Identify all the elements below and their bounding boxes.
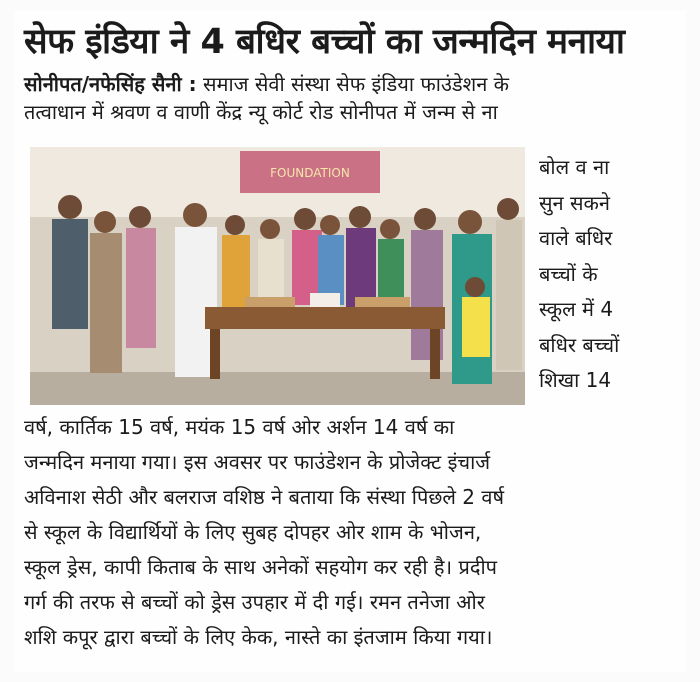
side-line: बच्चों के	[539, 261, 598, 286]
intro-paragraph	[24, 70, 676, 126]
side-line: वाले बधिर	[539, 226, 613, 250]
intro-line-1	[24, 70, 676, 98]
intro-text-1: समाज सेवी संस्था सेफ इंडिया फाउंडेशन के	[202, 72, 510, 96]
body-line: जन्मदिन मनाया गया। इस अवसर पर फाउंडेशन के प्रोजेक्ट इंचार्ज	[24, 450, 491, 474]
side-line: सुन सकने	[539, 190, 610, 215]
side-line: स्कूल में 4	[539, 297, 614, 321]
side-line: बोल व ना	[539, 155, 610, 179]
intro-line-2: तत्वाधान में श्रवण व वाणी केंद्र न्यू कोर्ट रोड सोनीपत में जन्म से ना	[24, 100, 498, 124]
banner-text: FOUNDATION	[270, 166, 350, 180]
body-line: शशि कपूर द्वारा बच्चों के लिए केक, नास्ते का इंतजाम किया गया।	[24, 625, 493, 649]
body-line: वर्ष, कार्तिक 15 वर्ष, मयंक 15 वर्ष ओर अर्शन 14 वर्ष का	[24, 415, 455, 439]
article-photo	[30, 147, 525, 405]
side-line: शिखा 14	[539, 368, 612, 392]
group-photo-icon	[30, 147, 525, 405]
byline: सोनीपत/नफेसिंह सैनी :	[24, 72, 197, 96]
body-line: से स्कूल के विद्यार्थियों के लिए सुबह दोपहर ओर शाम के भोजन,	[24, 520, 482, 544]
body-line: गर्ग की तरफ से बच्चों को ड्रेस उपहार में दी गई। रमन तनेजा ओर	[24, 590, 485, 614]
side-line: बधिर बच्चों	[539, 332, 620, 357]
headline: सेफ इंडिया ने 4 बधिर बच्चों का जन्मदिन मनाया	[24, 22, 625, 62]
body-paragraph	[24, 410, 676, 655]
newspaper-clipping	[14, 10, 686, 672]
body-line: स्कूल ड्रेस, कापी किताब के साथ अनेकों सहयोग कर रही है। प्रदीप	[24, 555, 498, 579]
side-column	[539, 150, 679, 399]
body-line: अविनाश सेठी और बलराज वशिष्ठ ने बताया कि संस्था पिछले 2 वर्ष	[24, 485, 505, 509]
